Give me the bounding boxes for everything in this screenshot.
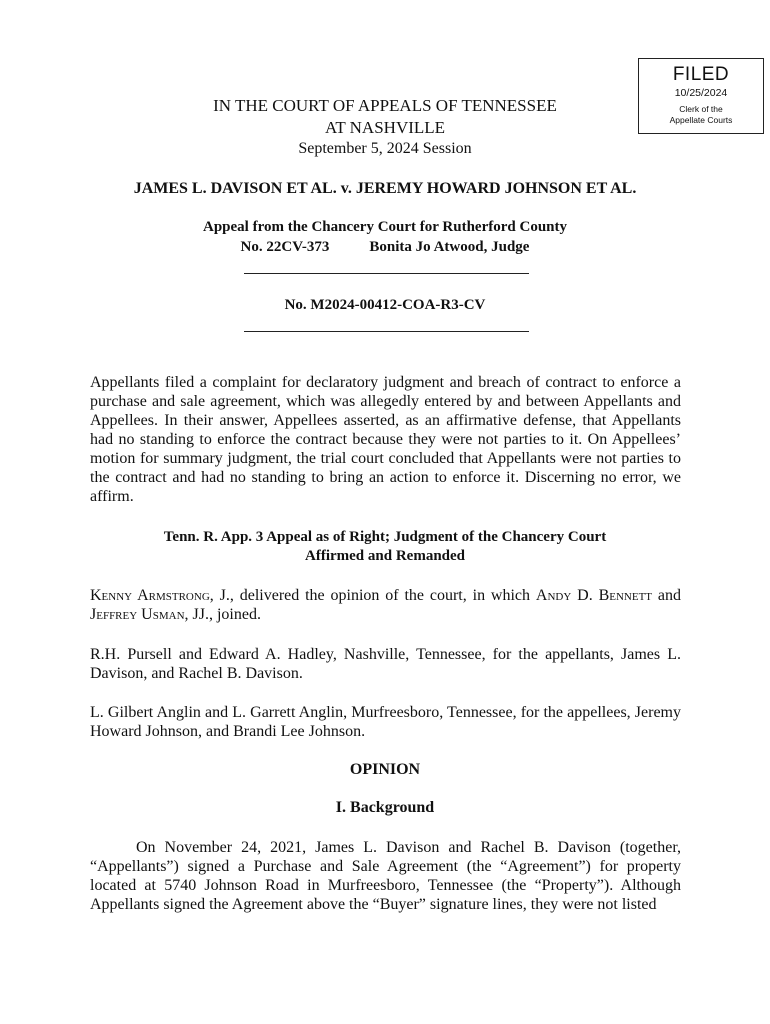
trial-judge: Bonita Jo Atwood, Judge [369, 239, 530, 255]
court-name: IN THE COURT OF APPEALS OF TENNESSEE [213, 96, 557, 115]
joining-judge: Andy D. Bennett [535, 587, 653, 604]
opinion-heading: OPINION [349, 761, 421, 778]
filed-stamp-date: 10/25/2024 [674, 87, 728, 99]
summary-paragraph: Appellants filed a complaint for declaratory judgment and breach of contract to enforce a purchase and sale agreement, which was allegedly entered by and between Appellants and Appellees. In their answer, Appellees asserted, as an affirmative defense, that Appellants had no standing to enforce the contract because they were not parties to it. On Appellees’ motion for summary judgment, the trial court concluded that Appellants were not parties to the contract and had no standing to bring an action to enforce it. Discerning no error, we affirm. [90, 374, 681, 505]
filed-stamp-title: FILED [672, 64, 730, 85]
disposition-line-2: Affirmed and Remanded [305, 548, 465, 564]
body-paragraph: On November 24, 2021, James L. Davison and Rachel B. Davison (together, “Appellants”) signed a Purchase and Sale Agreement (the “Agreement”) for property located at 5740 Johnson Road in Murfreesboro, Tennessee (the “Property”). Although Appellants signed the Agreement above the “Buyer” signature lines, they were not listed [90, 839, 681, 913]
author-name: Kenny Armstrong [90, 587, 210, 604]
divider-top [244, 273, 529, 274]
court-location: AT NASHVILLE [324, 118, 446, 137]
trial-case-number: No. 22CV-373 [240, 239, 330, 255]
appeal-number: No. M2024-00412-COA-R3-CV [284, 297, 486, 313]
appeal-from: Appeal from the Chancery Court for Rutherford County [203, 219, 567, 235]
appellees-counsel: L. Gilbert Anglin and L. Garrett Anglin, Murfreesboro, Tennessee, for the appellees, Jeremy Howard Johnson, and Brandi Lee Johnson. [90, 704, 681, 740]
authorship-text: , J., delivered the opinion of the court, in which [209, 587, 536, 604]
case-caption: JAMES L. DAVISON ET AL. v. JEREMY HOWARD JOHNSON ET AL. [133, 180, 637, 197]
trial-court-line [0, 239, 770, 256]
section-heading: I. Background [335, 799, 435, 816]
joining-judge: Jeffrey Usman [90, 606, 185, 623]
authorship-paragraph [90, 586, 681, 624]
divider-bottom [244, 331, 529, 332]
filed-stamp-clerk: Clerk of the [679, 104, 723, 114]
filed-stamp-office: Appellate Courts [669, 115, 733, 125]
authorship-text: and [652, 587, 681, 604]
authorship-text: , JJ., joined. [184, 606, 261, 623]
session-date: September 5, 2024 Session [298, 140, 472, 157]
appellants-counsel: R.H. Pursell and Edward A. Hadley, Nashville, Tennessee, for the appellants, James L. Davison, and Rachel B. Davison. [90, 646, 681, 682]
disposition-line-1: Tenn. R. App. 3 Appeal as of Right; Judgment of the Chancery Court [163, 529, 607, 545]
